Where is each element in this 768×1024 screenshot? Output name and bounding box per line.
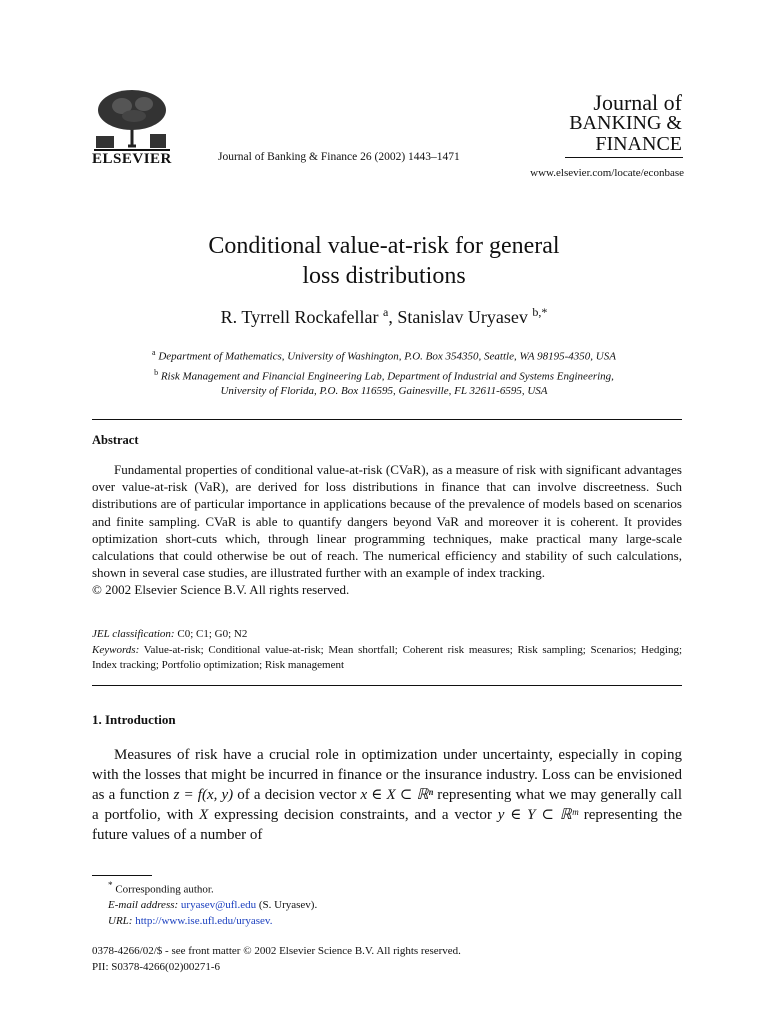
footnote-rule [92, 875, 152, 876]
intro-math-z: z = f(x, y) [173, 787, 234, 803]
author-separator: , [388, 307, 398, 327]
jel-label: JEL classification: [92, 628, 175, 640]
abstract-text: Fundamental properties of conditional value-at-risk (CVaR), as a measure of risk with significant advantages over value-at-risk (VaR), are derived for loss distributions in finance that can involve discreetness. Such distributions are of particular importance in applications because of the prevalence of models based on scenarios and finite sampling. CVaR is able to quantify dangers beyond VaR and moreover it is coherent. It provides optimization short-cuts which, through linear programming techniques, make practical many large-scale calculations that could otherwise be out of reach. The numerical efficiency and stability of such calculations, shown in several case studies, are illustrated further with an example of index tracking. [92, 462, 682, 581]
affil-a-mark: a [152, 348, 156, 357]
journal-logo-line-3: FINANCE [595, 133, 682, 155]
elsevier-tree-logo [92, 86, 172, 152]
title-line-2: loss distributions [302, 263, 466, 289]
intro-text-2: of a decision vector [233, 787, 361, 803]
homepage-link[interactable]: http://www.ise.ufl.edu/uryasev. [135, 914, 273, 927]
footnotes [108, 878, 317, 929]
intro-math-X: X [199, 807, 209, 823]
affil-b-mark: b [154, 367, 159, 377]
publisher-name: ELSEVIER [92, 151, 172, 167]
keywords-label: Keywords: [92, 643, 140, 656]
abstract-copyright: © 2002 Elsevier Science B.V. All rights reserved. [92, 582, 350, 598]
author-list [0, 305, 768, 328]
footnote-corresponding [108, 878, 317, 898]
footnote-url [108, 914, 317, 930]
journal-logo-line-1: Journal of [593, 90, 682, 115]
intro-text-3: representing what we may generally call a portfolio, with [92, 787, 683, 823]
journal-citation: Journal of Banking & Finance 26 (2002) 1443–1471 [218, 151, 460, 163]
section-heading-introduction: 1. Introduction [92, 712, 176, 727]
jel-value: C0; C1; G0; N2 [174, 628, 248, 640]
affiliation-a [0, 345, 768, 365]
corresponding-text: Corresponding author. [112, 883, 214, 896]
keywords-value: Value-at-risk; Conditional value-at-risk; Mean shortfall; Coherent risk measures; Risk sampling; Scenarios; Hedging; Index tracking; Portfolio optimization; Risk management [92, 643, 682, 671]
journal-logo-rule [565, 157, 683, 158]
intro-math-y: y ∈ Y ⊂ ℝᵐ [497, 807, 578, 823]
author-1-affil-mark: a [383, 305, 389, 319]
issn-line: 0378-4266/02/$ - see front matter © 2002 Elsevier Science B.V. All rights reserved. [92, 945, 461, 957]
abstract-body [92, 461, 682, 599]
pii-line: PII: S0378-4266(02)00271-6 [92, 961, 221, 973]
affiliation-b [0, 365, 768, 385]
title-line-1: Conditional value-at-risk for general [208, 233, 560, 259]
introduction-paragraph [92, 745, 682, 845]
abstract-heading: Abstract [92, 433, 139, 447]
journal-logo [569, 92, 682, 155]
divider-top [92, 419, 682, 420]
intro-math-x: x ∈ X ⊂ ℝⁿ [360, 787, 434, 803]
email-link[interactable]: uryasev@ufl.edu [180, 899, 257, 912]
affil-b-text-2: University of Florida, P.O. Box 116595, Gainesville, FL 32611-6595, USA [220, 385, 548, 398]
affil-b-text-1: Risk Management and Financial Engineering Lab, Department of Industrial and Systems Engineering, [160, 370, 614, 383]
keywords [92, 643, 682, 674]
author-uryasev: Stanislav Uryasev [397, 307, 528, 327]
footnote-email [108, 898, 317, 914]
email-suffix: (S. Uryasev). [256, 899, 318, 912]
url-label: URL: [108, 914, 133, 927]
intro-text-1: Measures of risk have a crucial role in optimization under uncertainty, especially in coping with the losses that might be incurred in finance or the insurance industry. Loss can be envisioned as a function [92, 747, 682, 803]
journal-logo-line-2: BANKING & [569, 112, 682, 134]
classification-block [92, 627, 682, 674]
affil-a-text: Department of Mathematics, University of Washington, P.O. Box 354350, Seattle, WA 98195-4350, USA [158, 350, 616, 363]
front-matter-info [92, 943, 461, 975]
affiliations [0, 345, 768, 399]
intro-text-4: expressing decision constraints, and a vector [208, 807, 498, 823]
intro-text-5: representing the future values of a number of [92, 807, 682, 843]
jel-classification [92, 627, 682, 643]
divider-bottom [92, 685, 682, 686]
footnote-star: * [108, 880, 113, 890]
email-label: E-mail address: [108, 899, 179, 912]
author-2-affil-mark: b,* [532, 305, 548, 319]
journal-url[interactable]: www.elsevier.com/locate/econbase [530, 167, 684, 179]
article-title [0, 231, 768, 291]
author-rockafellar: R. Tyrrell Rockafellar [220, 307, 379, 327]
